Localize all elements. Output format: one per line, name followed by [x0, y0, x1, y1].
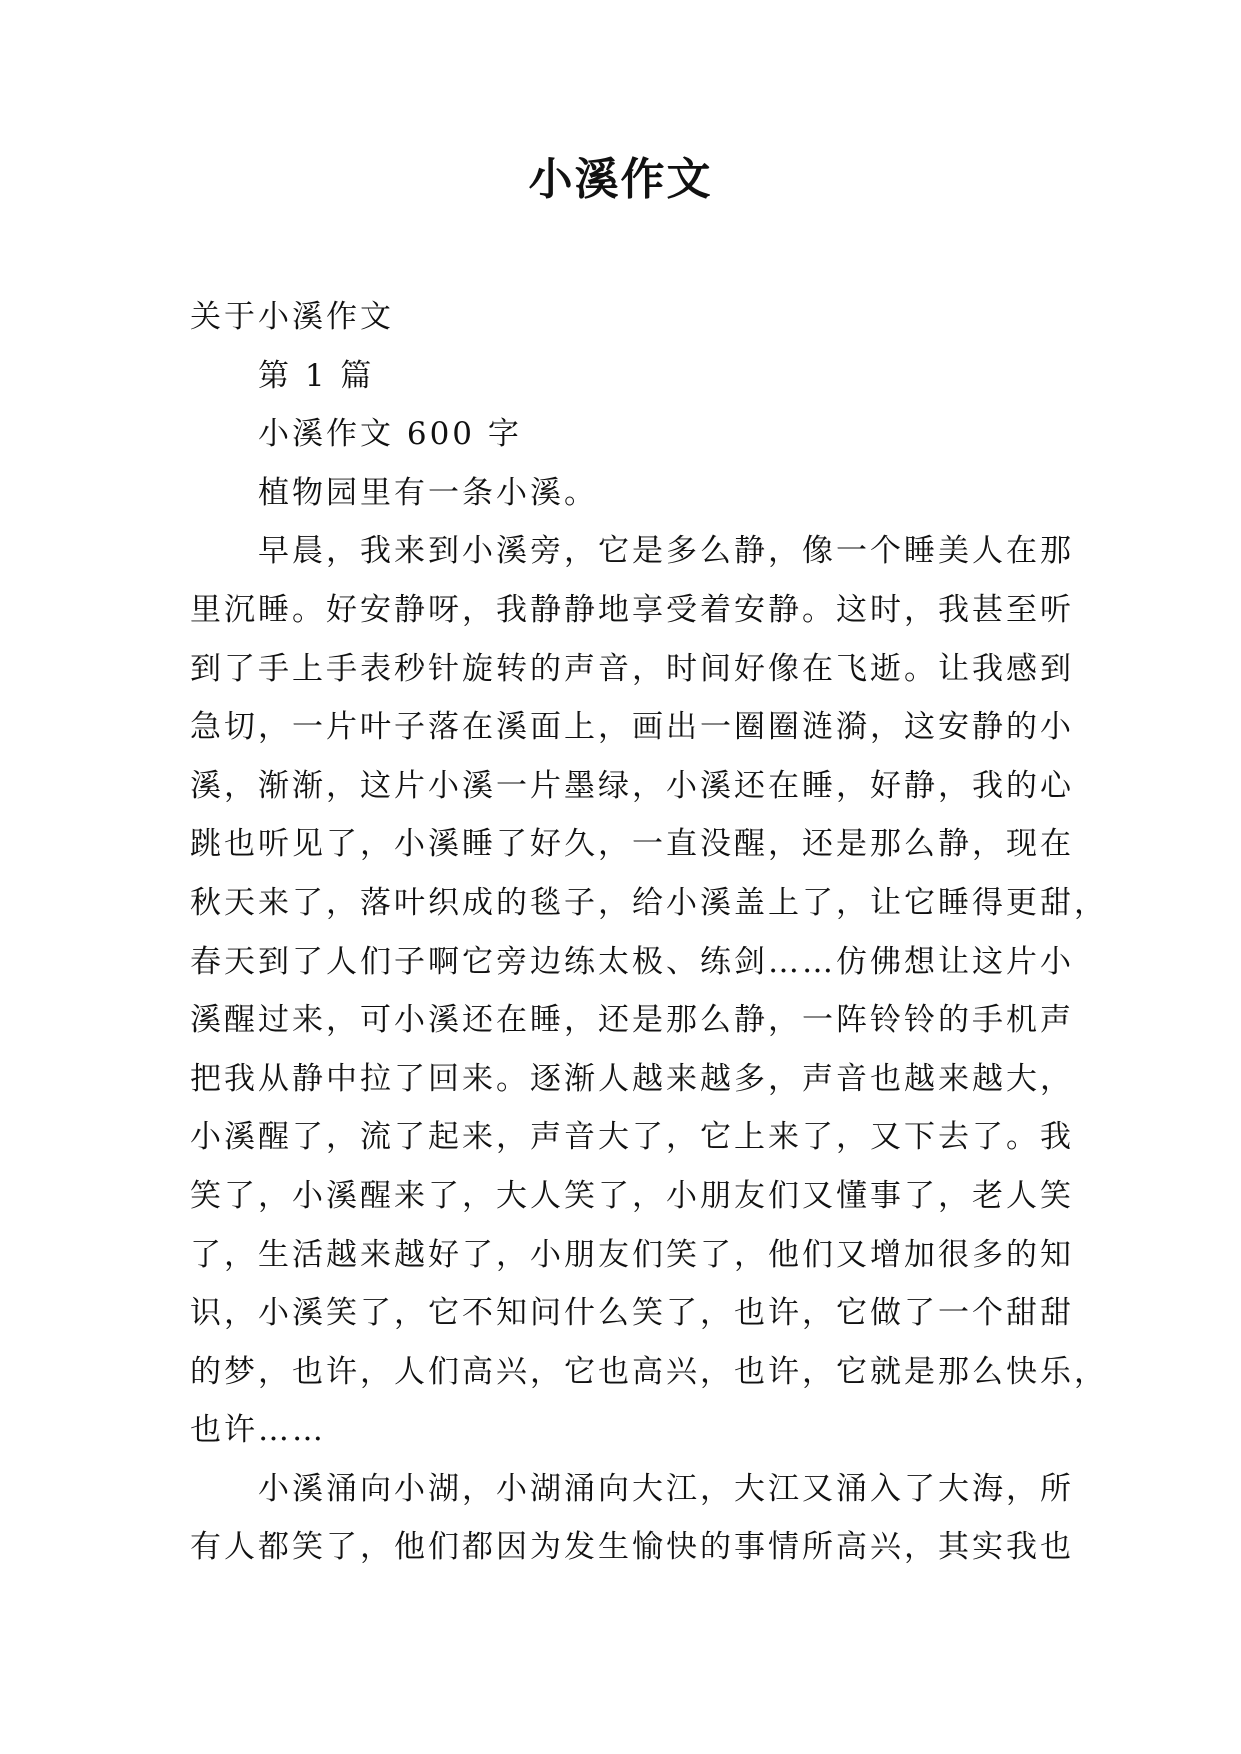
paragraph-line: 也许……	[190, 1412, 326, 1449]
document-subtitle: 关于小溪作文	[190, 299, 394, 335]
paragraph-line: 到了手上手表秒针旋转的声音，时间好像在飞逝。让我感到	[190, 650, 1074, 687]
paragraph-line: 春天到了人们子啊它旁边练太极、练剑……仿佛想让这片小	[190, 943, 1074, 980]
paragraph-line: 了，生活越来越好了，小朋友们笑了，他们又增加很多的知	[190, 1236, 1074, 1273]
document-title: 小溪作文	[528, 154, 713, 205]
paragraph-line: 有人都笑了，他们都因为发生愉快的事情所高兴，其实我也	[190, 1529, 1074, 1566]
paragraph-line: 把我从静中拉了回来。逐渐人越来越多，声音也越来越大，	[190, 1060, 1074, 1097]
paragraph-line: 笑了，小溪醒来了，大人笑了，小朋友们又懂事了，老人笑	[190, 1177, 1074, 1214]
section-label: 第 1 篇	[258, 357, 375, 394]
paragraph-line: 急切，一片叶子落在溪面上，画出一圈圈涟漪，这安静的小	[190, 709, 1074, 746]
paragraph-line: 秋天来了，落叶织成的毯子，给小溪盖上了，让它睡得更甜，	[190, 884, 1108, 921]
paragraph-line: 识，小溪笑了，它不知问什么笑了，也许，它做了一个甜甜	[190, 1295, 1074, 1332]
paragraph-line: 的梦，也许，人们高兴，它也高兴，也许，它就是那么快乐，	[190, 1353, 1108, 1390]
paragraph-line: 小溪涌向小湖，小湖涌向大江，大江又涌入了大海，所	[258, 1470, 1074, 1507]
essay-heading: 小溪作文 600 字	[258, 416, 522, 453]
paragraph-line: 溪，渐渐，这片小溪一片墨绿，小溪还在睡，好静，我的心	[190, 767, 1074, 804]
paragraph-line: 溪醒过来，可小溪还在睡，还是那么静，一阵铃铃的手机声	[190, 1002, 1074, 1039]
paragraph-line: 跳也听见了，小溪睡了好久，一直没醒，还是那么静，现在	[190, 826, 1074, 863]
paragraph-line: 里沉睡。好安静呀，我静静地享受着安静。这时，我甚至听	[190, 591, 1074, 628]
document-body	[190, 288, 1108, 1577]
paragraph-line: 小溪醒了，流了起来，声音大了，它上来了，又下去了。我	[190, 1119, 1074, 1156]
paragraph-line: 早晨，我来到小溪旁，它是多么静，像一个睡美人在那	[258, 533, 1074, 570]
paragraph-line: 植物园里有一条小溪。	[258, 474, 598, 511]
